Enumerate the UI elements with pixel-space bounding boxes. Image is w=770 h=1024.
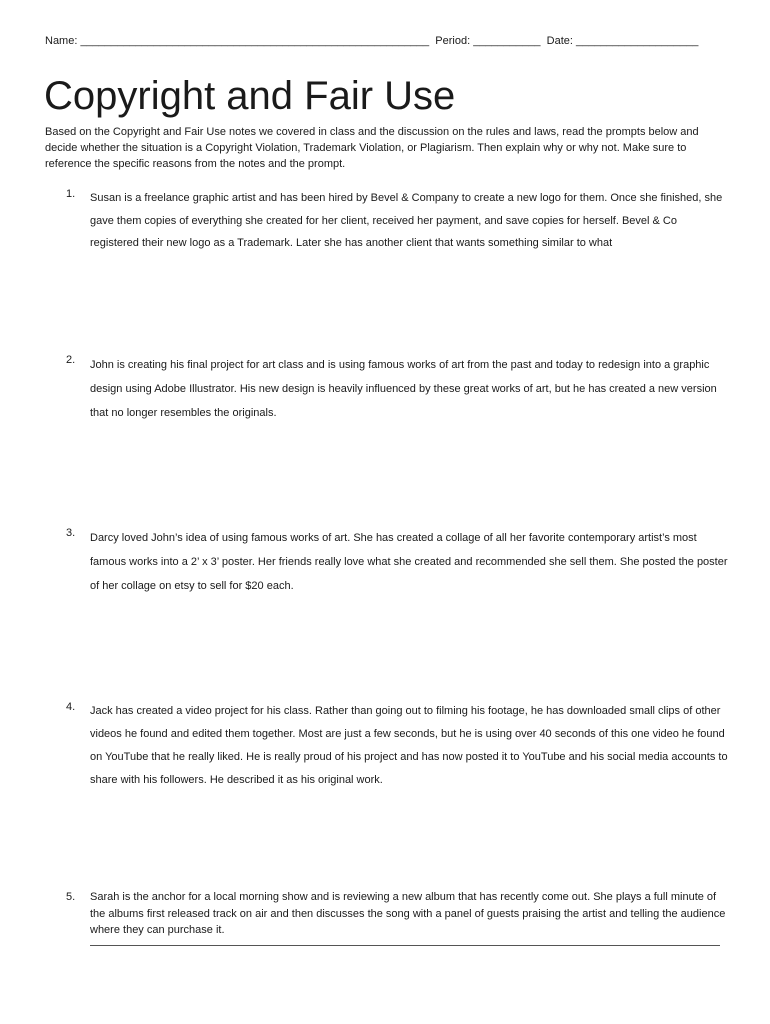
- page-title: Copyright and Fair Use: [44, 74, 456, 118]
- question-number: 4.: [66, 701, 76, 713]
- question-5: [66, 889, 728, 939]
- instructions-paragraph: Based on the Copyright and Fair Use notes we covered in class and the discussion on the rules and laws, read the prompts below and decide whether the situation is a Copyright Violation, Trademark Violation, or Plagiarism. Then explain why or why not. Make sure to reference the specific reasons from the notes and the prompt.: [45, 126, 699, 170]
- question-number: 3.: [66, 527, 76, 539]
- question-prompt: Susan is a freelance graphic artist and has been hired by Bevel & Company to create a new logo for them. Once she finished, she gave them copies of everything she created for her client, received her payment, and save copies for herself. Bevel & Co registered their new logo as a Trademark. Later she has another client that wants something similar to what: [90, 192, 723, 249]
- question-3: [66, 526, 728, 598]
- date-field-label: Date: ____________________: [546, 35, 699, 47]
- name-field-label: Name: _________________________________________________________: [45, 35, 430, 47]
- question-prompt: Darcy loved John’s idea of using famous works of art. She has created a collage of all her favorite contemporary artist’s most famous works into a 2’ x 3’ poster. Her friends really love what she created and recommended she sell them. She posted the poster of her collage on etsy to sell for $20 each.: [90, 532, 728, 592]
- question-prompt: Sarah is the anchor for a local morning show and is reviewing a new album that has recently come out. She plays a full minute of the albums first released track on air and then discusses the song with a panel of guests praising the artist and telling the audience where they can purchase it.: [90, 891, 726, 936]
- question-prompt: Jack has created a video project for his class. Rather than going out to filming his footage, he has downloaded small clips of other videos he found and edited them together. Most are just a few seconds, but he is using over 40 seconds of this one video he found on YouTube that he really liked. He is really proud of his project and has now posted it to YouTube and his social media accounts to share with his followers. He described it as his original work.: [90, 705, 728, 786]
- question-number: 2.: [66, 354, 76, 366]
- answer-line: [90, 945, 720, 946]
- period-field-label: Period: ___________: [435, 35, 541, 47]
- question-prompt: John is creating his final project for art class and is using famous works of art from the past and today to redesign into a graphic design using Adobe Illustrator. His new design is heavily influenced by these great works of art, but he has created a new version that no longer resembles the originals.: [90, 359, 717, 419]
- question-number: 1.: [66, 188, 76, 200]
- question-1: [66, 187, 728, 255]
- question-2: [66, 353, 728, 425]
- question-number: 5.: [66, 891, 76, 903]
- question-4: [66, 700, 728, 792]
- student-info-header: [45, 35, 698, 47]
